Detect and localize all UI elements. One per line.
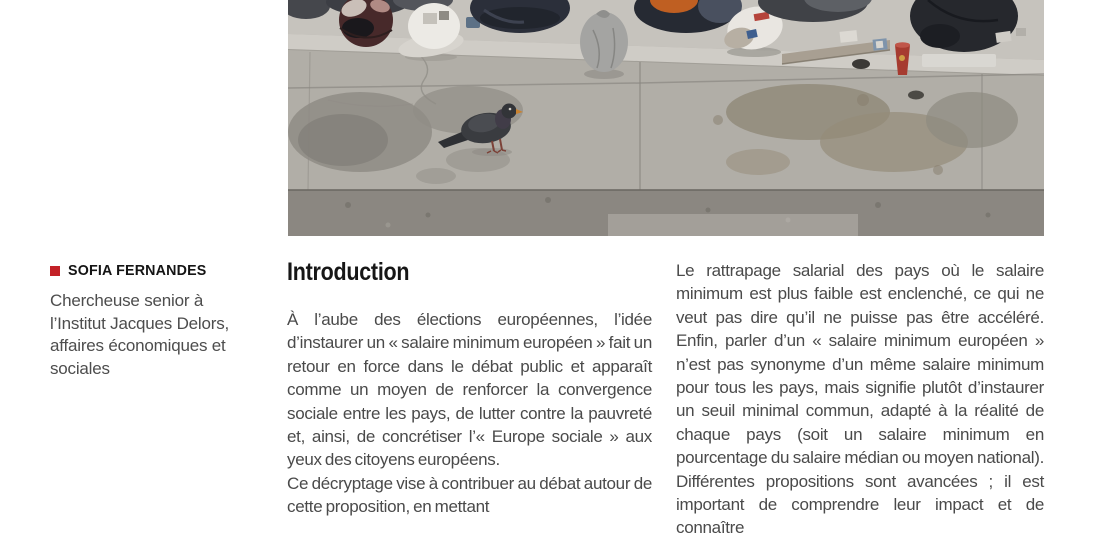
right-paragraph-1: Le rattrapage salarial des pays où le salaire minimum est plus faible est enclenché, ce qui ne veut pas dire qu’il ne puisse pas être accéléré. Enfin, parler d’un « salaire minimum européen » n’est pas synonyme d’un même salaire minimum pour tous les pays, mais signifie plutôt d’instaurer un seuil minimal commun, adapté à la réalité de chaque pays (soit un salaire minimum en pourcentage du salaire médian ou moyen national). Différentes propositions sont avancées ; il est important de comprendre leur impact et de connaître xyxy=(676,261,1044,538)
author-block xyxy=(50,262,230,380)
intro-paragraph-2: Ce décryptage vise à contribuer au débat autour de cette proposition, en mettant xyxy=(287,473,652,517)
intro-paragraph-1: À l’aube des élections européennes, l’idée d’instaurer un « salaire minimum européen » fait un retour en force dans le débat public et apparaît comme un moyen de renforcer la convergence sociale entre les pays, de lutter contre la pauvreté et, ainsi, de concrétiser l’« Europe sociale » aux yeux des citoyens européens. xyxy=(287,310,652,470)
intro-heading: Introduction xyxy=(287,258,410,286)
header-photo xyxy=(288,0,1044,236)
intro-column xyxy=(287,258,652,519)
author-name-row xyxy=(50,262,230,279)
author-name: SOFIA FERNANDES xyxy=(68,262,207,279)
small-dark-object xyxy=(908,91,924,100)
red-square-bullet-icon xyxy=(50,266,60,276)
author-bio: Chercheuse senior à l’Institut Jacques Delors, affaires économiques et sociales xyxy=(50,291,230,378)
right-column xyxy=(676,259,1044,540)
bottom-curb xyxy=(288,190,1044,236)
